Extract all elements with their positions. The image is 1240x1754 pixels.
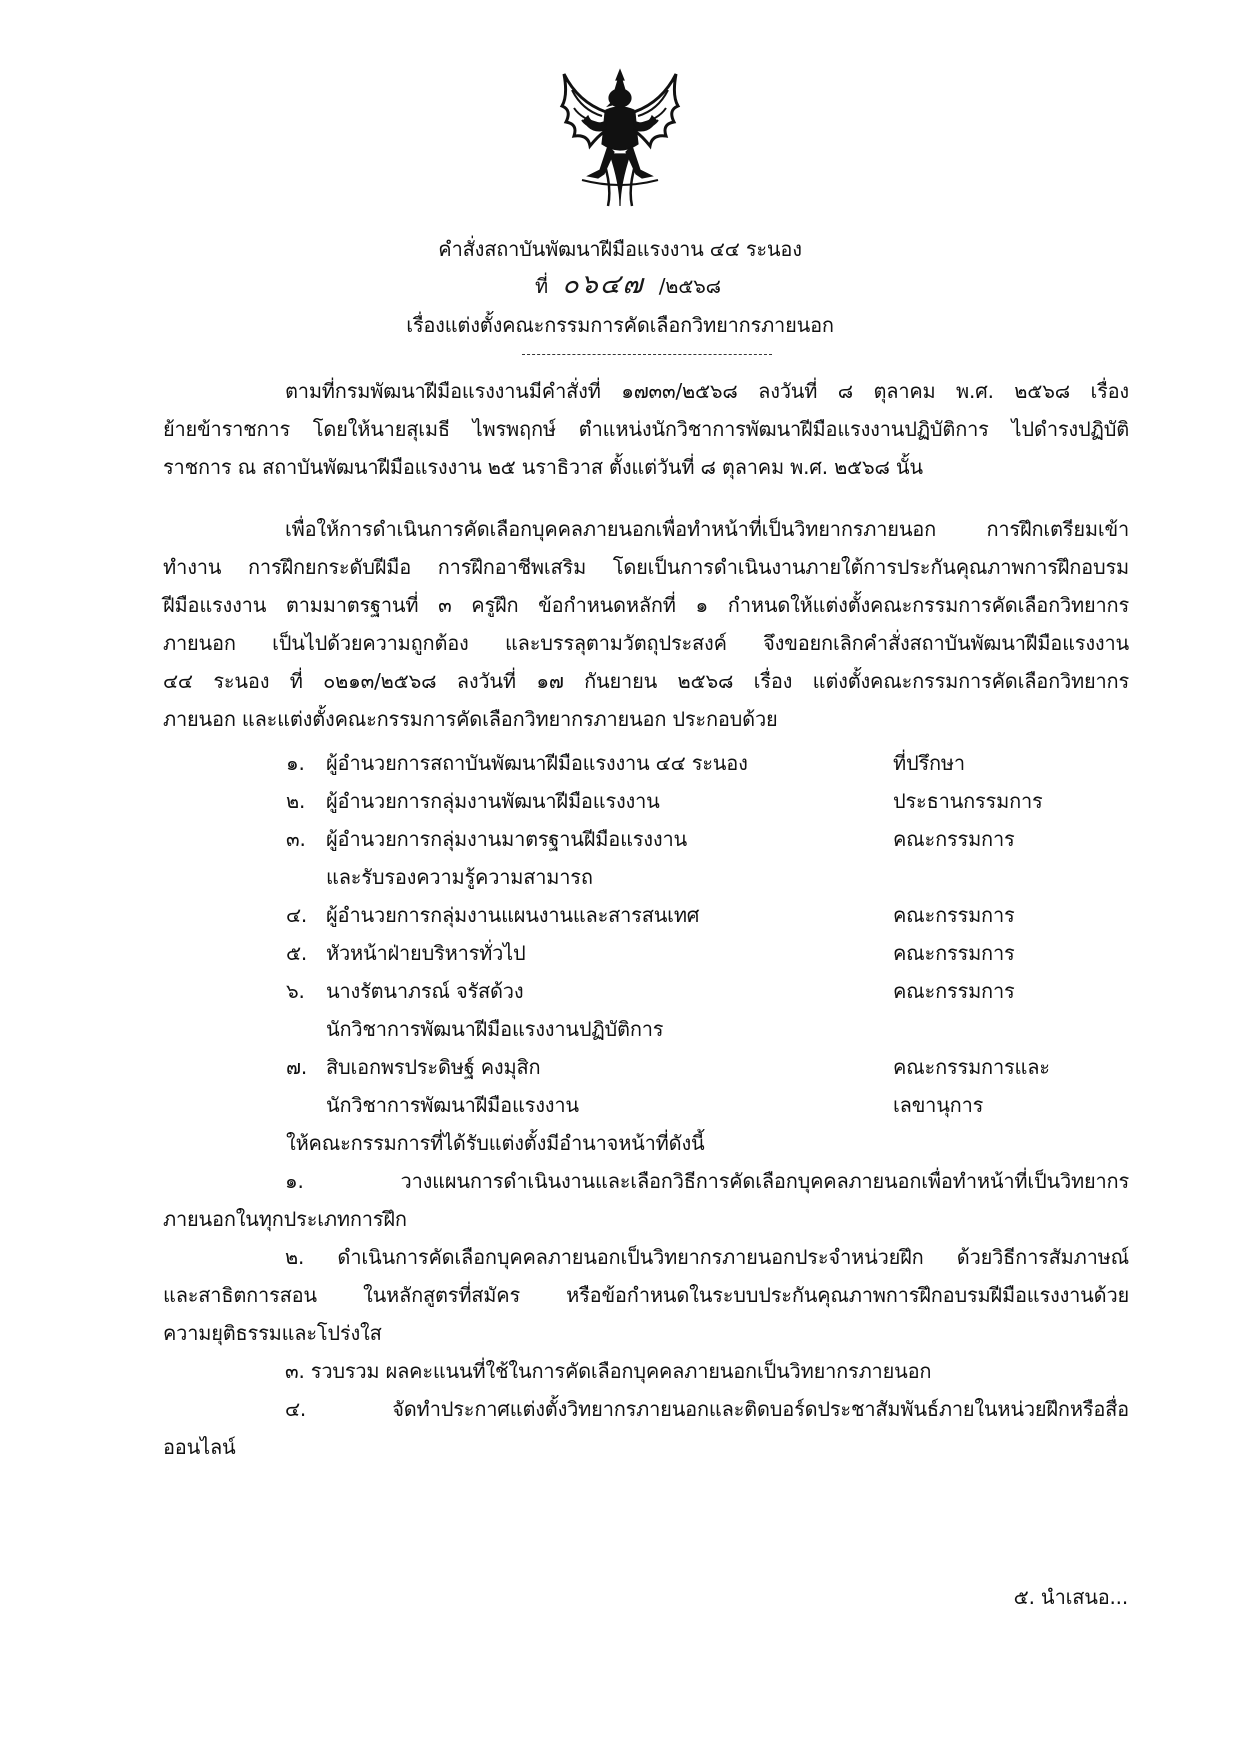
member-number: ๔.	[286, 903, 308, 927]
paragraph-2	[163, 510, 1129, 738]
member-number: ๑.	[286, 751, 305, 775]
member-role-line-2: เลขานุการ	[893, 1093, 984, 1117]
paragraph-1-line: ราชการ ณ สถาบันพัฒนาฝีมือแรงงาน ๒๕ นราธิวาส ตั้งแต่วันที่ ๘ ตุลาคม พ.ศ. ๒๕๖๘ นั้น	[163, 455, 923, 479]
paragraph-1-line: ตามที่กรมพัฒนาฝีมือแรงงานมีคำสั่งที่ ๑๗๓๓/๒๕๖๘ ลงวันที่ ๘ ตุลาคม พ.ศ. ๒๕๖๘ เรื่อง	[285, 379, 1129, 403]
garuda-emblem-icon	[558, 66, 682, 216]
paragraph-2-line: ฝีมือแรงงาน ตามมาตรฐานที่ ๓ ครูฝึก ข้อกำหนดหลักที่ ๑ กำหนดให้แต่งตั้งคณะกรรมการคัดเลือกวิทยากร	[163, 593, 1129, 617]
member-name: ผู้อำนวยการกลุ่มงานแผนงานและสารสนเทศ	[326, 903, 700, 927]
duty-3	[163, 1352, 1129, 1390]
member-role: คณะกรรมการและ	[893, 1055, 1050, 1079]
duty-line: ๔. จัดทำประกาศแต่งตั้งวิทยากรภายนอกและติดบอร์ดประชาสัมพันธ์ภายในหน่วยฝึกหรือสื่อ	[285, 1397, 1129, 1421]
paragraph-2-line: ทำงาน การฝึกยกระดับฝีมือ การฝึกอาชีพเสริม โดยเป็นการดำเนินงานภายใต้การประกันคุณภาพการฝึกอบรม	[163, 555, 1129, 579]
order-title: คำสั่งสถาบันพัฒนาฝีมือแรงงาน ๔๔ ระนอง	[438, 237, 802, 261]
member-role: ประธานกรรมการ	[893, 789, 1043, 813]
member-role: คณะกรรมการ	[893, 827, 1015, 851]
duty-line: ออนไลน์	[163, 1435, 236, 1459]
member-name: สิบเอกพรประดิษฐ์ คงมุสิก	[326, 1055, 541, 1079]
member-role: คณะกรรมการ	[893, 903, 1015, 927]
paragraph-1-line: ย้ายข้าราชการ โดยให้นายสุเมธี ไพรพฤกษ์ ตำแหน่งนักวิชาการพัฒนาฝีมือแรงงานปฏิบัติการ ไปดำรงปฏิบัติ	[163, 417, 1129, 441]
paragraph-2-line: ภายนอก และแต่งตั้งคณะกรรมการคัดเลือกวิทยากรภายนอก ประกอบด้วย	[163, 707, 778, 731]
paragraph-1	[163, 372, 1129, 486]
member-number: ๗.	[286, 1055, 307, 1079]
duties-intro: ให้คณะกรรมการที่ได้รับแต่งตั้งมีอำนาจหน้าที่ดังนี้	[286, 1131, 705, 1155]
duty-line: ๓. รวบรวม ผลคะแนนที่ใช้ในการคัดเลือกบุคคลภายนอกเป็นวิทยากรภายนอก	[285, 1359, 932, 1383]
order-number-handwritten: ๐๖๔๗	[562, 269, 645, 300]
member-name-line-2: นักวิชาการพัฒนาฝีมือแรงงาน	[326, 1093, 579, 1117]
order-number-line	[535, 266, 721, 305]
member-role: ที่ปรึกษา	[893, 751, 965, 775]
member-role: คณะกรรมการ	[893, 941, 1015, 965]
header-divider	[522, 354, 772, 355]
member-name-line-2: นักวิชาการพัฒนาฝีมือแรงงานปฏิบัติการ	[326, 1017, 664, 1041]
duty-2	[163, 1238, 1129, 1352]
duty-4	[163, 1390, 1129, 1466]
member-role: คณะกรรมการ	[893, 979, 1015, 1003]
order-year: /๒๕๖๘	[658, 274, 721, 298]
member-number: ๒.	[286, 789, 306, 813]
member-number: ๓.	[286, 827, 306, 851]
member-name: ผู้อำนวยการสถาบันพัฒนาฝีมือแรงงาน ๔๔ ระนอง	[326, 751, 748, 775]
duty-line: ๒. ดำเนินการคัดเลือกบุคคลภายนอกเป็นวิทยากรภายนอกประจำหน่วยฝึก ด้วยวิธีการสัมภาษณ์	[285, 1245, 1129, 1269]
member-name-line-2: และรับรองความรู้ความสามารถ	[326, 865, 593, 889]
duty-line: ๑. วางแผนการดำเนินงานและเลือกวิธีการคัดเลือกบุคคลภายนอกเพื่อทำหน้าที่เป็นวิทยากร	[285, 1169, 1129, 1193]
duty-line: ภายนอกในทุกประเภทการฝึก	[163, 1207, 407, 1231]
duty-line: ความยุติธรรมและโปร่งใส	[163, 1321, 382, 1345]
order-prefix: ที่	[535, 274, 548, 298]
member-name: นางรัตนาภรณ์ จรัสด้วง	[326, 979, 524, 1003]
order-subject: เรื่องแต่งตั้งคณะกรรมการคัดเลือกวิทยากรภายนอก	[406, 313, 834, 337]
duty-line: และสาธิตการสอน ในหลักสูตรที่สมัคร หรือข้อกำหนดในระบบประกันคุณภาพการฝึกอบรมฝีมือแรงงานด้วย	[163, 1283, 1129, 1307]
member-number: ๕.	[286, 941, 308, 965]
member-name: หัวหน้าฝ่ายบริหารทั่วไป	[326, 941, 526, 965]
paragraph-2-line: เพื่อให้การดำเนินการคัดเลือกบุคคลภายนอกเพื่อทำหน้าที่เป็นวิทยากรภายนอก การฝึกเตรียมเข้า	[285, 517, 1129, 541]
duty-1	[163, 1162, 1129, 1238]
member-name: ผู้อำนวยการกลุ่มงานมาตรฐานฝีมือแรงงาน	[326, 827, 687, 851]
page-continuation: ๕. นำเสนอ...	[1013, 1585, 1128, 1609]
member-name: ผู้อำนวยการกลุ่มงานพัฒนาฝีมือแรงงาน	[326, 789, 660, 813]
member-number: ๖.	[286, 979, 305, 1003]
paragraph-2-line: ภายนอก เป็นไปด้วยความถูกต้อง และบรรลุตามวัตถุประสงค์ จึงขอยกเลิกคำสั่งสถาบันพัฒนาฝีมือแรงงาน	[163, 631, 1129, 655]
paragraph-2-line: ๔๔ ระนอง ที่ ๐๒๑๓/๒๕๖๘ ลงวันที่ ๑๗ กันยายน ๒๕๖๘ เรื่อง แต่งตั้งคณะกรรมการคัดเลือกวิทยากร	[163, 669, 1129, 693]
